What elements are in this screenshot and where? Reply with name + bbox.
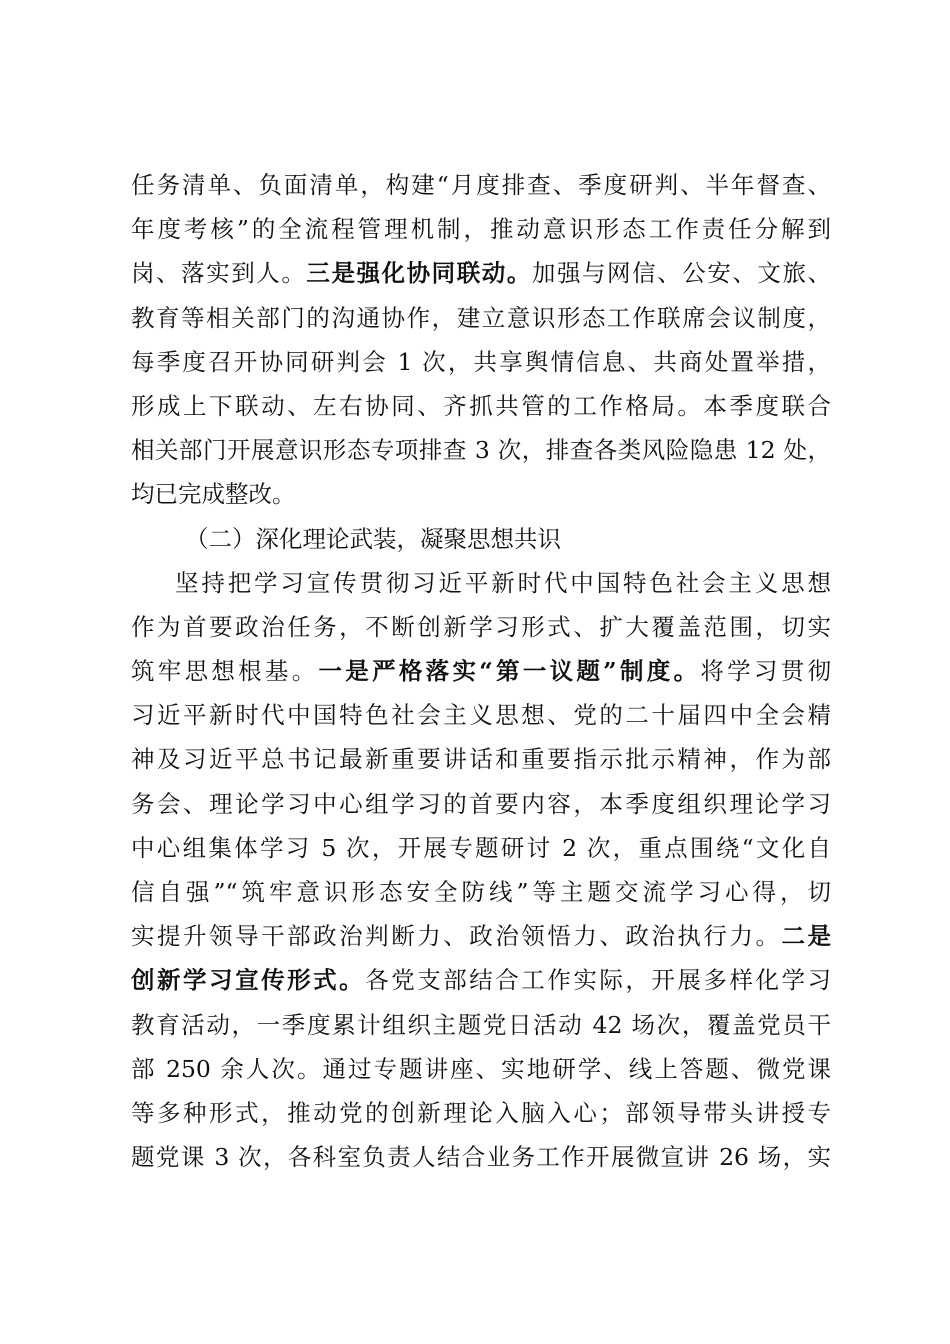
section-heading: [131, 517, 831, 561]
text-line: [131, 251, 831, 295]
text-line: [131, 428, 831, 472]
text-line: [131, 207, 831, 251]
text-line: [131, 914, 831, 958]
text-line: [131, 384, 831, 428]
bold-lead-phrase: 一是严格落实“第一议题”制度。: [318, 657, 701, 686]
text-line: [131, 1003, 831, 1047]
text-line: [131, 870, 831, 914]
text-segment: 均已完成整改。: [131, 480, 296, 509]
text-segment: 岗、落实到人。: [131, 259, 307, 288]
text-line: [131, 1091, 831, 1135]
text-segment: 每季度召开协同研判会 1 次，共享舆情信息、共商处置举措，: [131, 347, 831, 376]
text-segment: （二）深化理论武装，凝聚思想共识: [185, 524, 561, 553]
bold-lead-phrase: 创新学习宣传形式。: [131, 966, 366, 995]
text-segment: 务会、理论学习中心组学习的首要内容，本季度组织理论学习: [131, 789, 831, 818]
text-segment: 坚持把学习宣传贯彻习近平新时代中国特色社会主义思想: [175, 568, 831, 597]
text-segment: 将学习贯彻: [700, 657, 831, 686]
text-segment: 教育活动，一季度累计组织主题党日活动 42 场次，覆盖党员干: [131, 1010, 831, 1039]
text-line: [131, 1047, 831, 1091]
document-body: [131, 163, 831, 1179]
text-line: [131, 1135, 831, 1179]
text-segment: 年度考核”的全流程管理机制，推动意识形态工作责任分解到: [131, 215, 831, 244]
text-segment: 形成上下联动、左右协同、齐抓共管的工作格局。本季度联合: [131, 391, 831, 420]
text-segment: 实提升领导干部政治判断力、政治领悟力、政治执行力。: [131, 922, 782, 951]
text-segment: 教育等相关部门的沟通协作，建立意识形态工作联席会议制度，: [131, 303, 831, 332]
text-line: [131, 561, 831, 605]
text-segment: 习近平新时代中国特色社会主义思想、党的二十届四中全会精: [131, 701, 831, 730]
text-line: [131, 472, 831, 516]
text-line: [131, 163, 831, 207]
text-line: [131, 649, 831, 693]
text-line: [131, 782, 831, 826]
text-segment: 各党支部结合工作实际，开展多样化学习: [365, 966, 831, 995]
text-line: [131, 340, 831, 384]
text-segment: 等多种形式，推动党的创新理论入脑入心；部领导带头讲授专: [131, 1098, 831, 1127]
text-segment: 筑牢思想根基。: [131, 657, 319, 686]
text-segment: 中心组集体学习 5 次，开展专题研讨 2 次，重点围绕“文化自: [131, 833, 831, 862]
bold-lead-phrase: 二是: [781, 922, 831, 951]
text-segment: 相关部门开展意识形态专项排查 3 次，排查各类风险隐患 12 处，: [131, 436, 831, 465]
text-line: [131, 958, 831, 1002]
text-segment: 任务清单、负面清单，构建“月度排查、季度研判、半年督查、: [131, 171, 831, 199]
bold-lead-phrase: 三是强化协同联动。: [306, 259, 532, 288]
text-line: [131, 296, 831, 340]
text-line: [131, 737, 831, 781]
text-line: [131, 826, 831, 870]
text-line: [131, 605, 831, 649]
text-segment: 部 250 余人次。通过专题讲座、实地研学、线上答题、微党课: [131, 1054, 831, 1083]
text-segment: 题党课 3 次，各科室负责人结合业务工作开展微宣讲 26 场，实: [131, 1143, 831, 1172]
text-segment: 加强与网信、公安、文旅、: [531, 259, 831, 288]
text-line: [131, 693, 831, 737]
text-segment: 信自强”“筑牢意识形态安全防线”等主题交流学习心得，切: [131, 878, 831, 906]
text-segment: 神及习近平总书记最新重要讲话和重要指示批示精神，作为部: [131, 745, 831, 774]
text-segment: 作为首要政治任务，不断创新学习形式、扩大覆盖范围，切实: [131, 612, 831, 641]
